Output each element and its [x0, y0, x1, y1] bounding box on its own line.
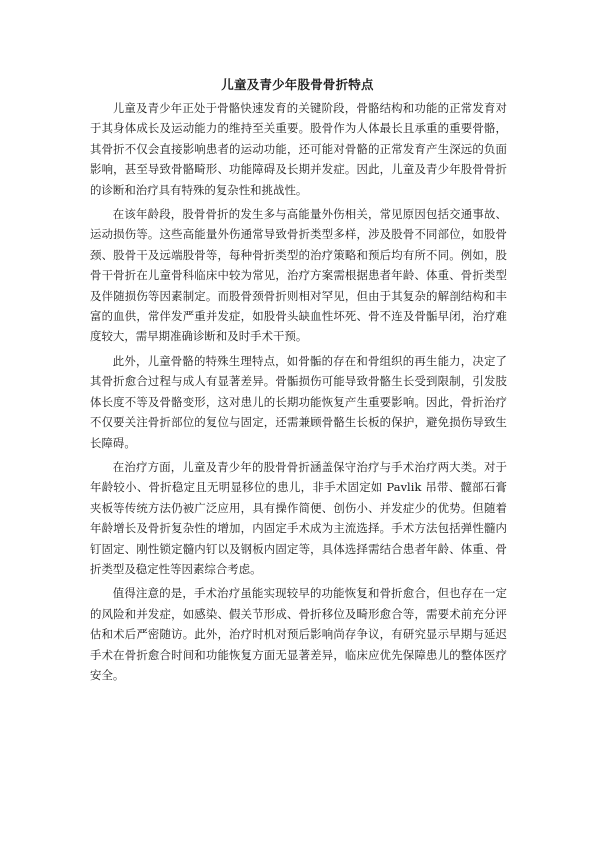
paragraph-4: 在治疗方面，儿童及青少年的股骨骨折涵盖保守治疗与手术治疗两大类。对于年龄较小、骨折稳定且无明显移位的患儿，非手术固定如 Pavlik 吊带、髋部石膏夹板等传统方法仍被广泛应用，具有操作简便、创伤小、并发症少的优势。但随着年龄增长及骨折复杂性的增加，内固定手术成为主流选择。手术方法包括弹性髓内钉固定、刚性锁定髓内钉以及钢板内固定等，具体选择需结合患者年龄、体重、骨折类型及稳定性等因素综合考虑。 [90, 459, 507, 576]
document-body [90, 98, 507, 689]
paragraph-3: 此外，儿童骨骼的特殊生理特点，如骨骺的存在和骨组织的再生能力，决定了其骨折愈合过程与成人有显著差异。骨骺损伤可能导致骨骼生长受到限制，引发肢体长度不等及骨骼变形，这对患儿的长期功能恢复产生重要影响。因此，骨折治疗不仅要关注骨折部位的复位与固定，还需兼顾骨骼生长板的保护，避免损伤导致生长障碍。 [90, 353, 507, 450]
paragraph-2: 在该年龄段，股骨骨折的发生多与高能量外伤相关，常见原因包括交通事故、运动损伤等。这些高能量外伤通常导致骨折类型多样，涉及股骨不同部位，如股骨颈、股骨干及远端股骨等，每种骨折类型的治疗策略和预后均有所不同。例如，股骨干骨折在儿童骨科临床中较为常见，治疗方案需根据患者年龄、体重、骨折类型及伴随损伤等因素制定。而股骨颈骨折则相对罕见，但由于其复杂的解剖结构和丰富的血供，常伴发严重并发症，如股骨头缺血性坏死、骨不连及骨骺早闭，治疗难度较大，需早期准确诊断和及时手术干预。 [90, 207, 507, 344]
document-title: 儿童及青少年股骨骨折特点 [221, 77, 374, 92]
paragraph-1: 儿童及青少年正处于骨骼快速发育的关键阶段，骨骼结构和功能的正常发育对于其身体成长及运动能力的维持至关重要。股骨作为人体最长且承重的重要骨骼，其骨折不仅会直接影响患者的运动功能，还可能对骨骼的正常发育产生深远的负面影响，甚至导致骨骼畸形、功能障碍及长期并发症。因此，儿童及青少年股骨骨折的诊断和治疗具有特殊的复杂性和挑战性。 [90, 101, 507, 197]
paragraph-5: 值得注意的是，手术治疗虽能实现较早的功能恢复和骨折愈合，但也存在一定的风险和并发症，如感染、假关节形成、骨折移位及畸形愈合等，需要术前充分评估和术后严密随访。此外，治疗时机对预后影响尚存争议，有研究显示早期与延迟手术在骨折愈合时间和功能恢复方面无显著差异，临床应优先保障患儿的整体医疗安全。 [90, 586, 507, 682]
